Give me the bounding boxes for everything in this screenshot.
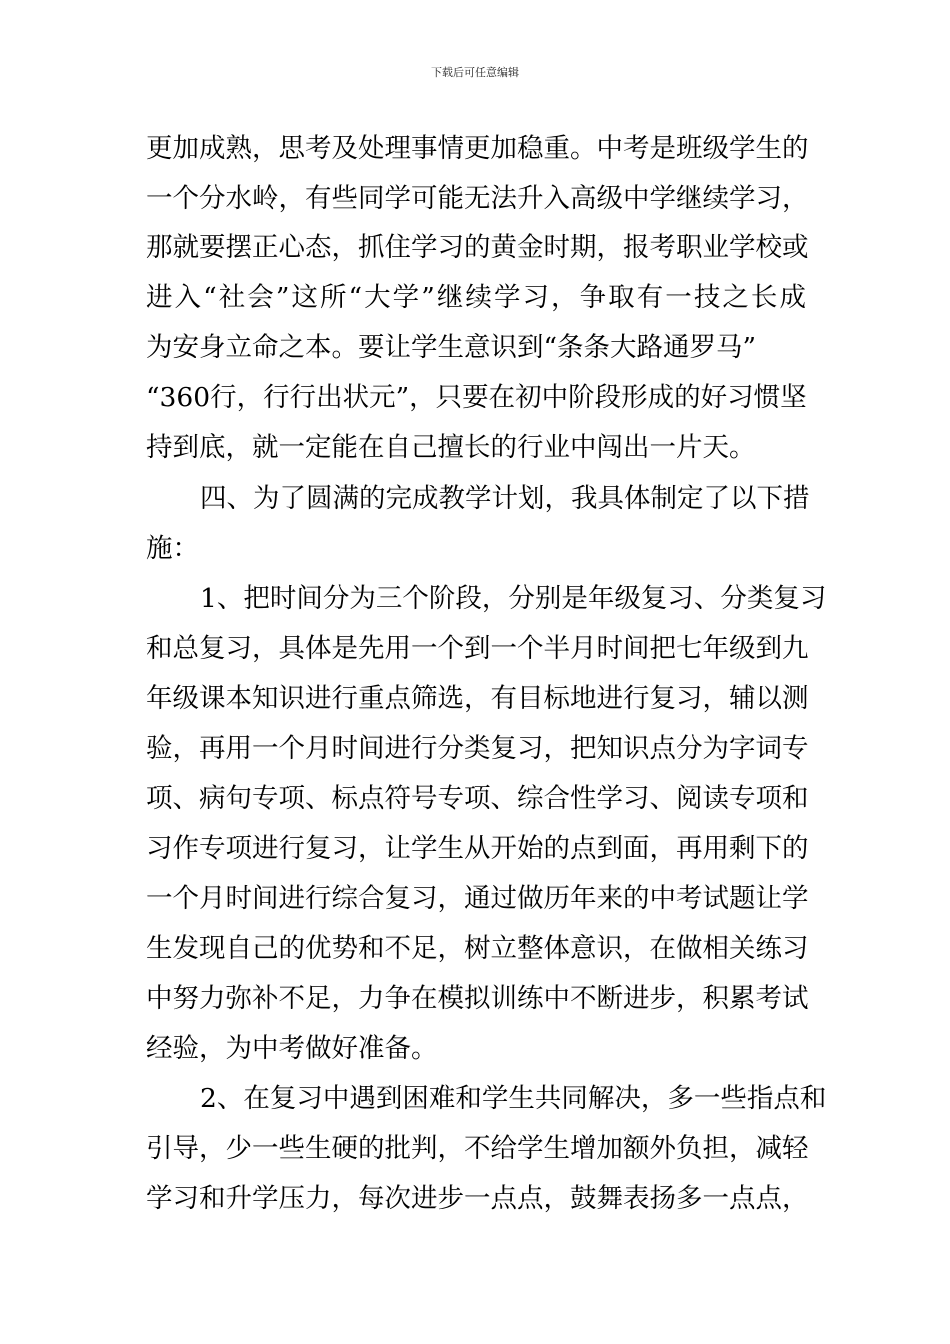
- list-item-2-first-line: 2、在复习中遇到困难和学生共同解决，多一些指点和: [200, 1083, 827, 1114]
- body-line: 更加成熟，思考及处理事情更加稳重。中考是班级学生的: [146, 133, 809, 164]
- body-line: 引导，少一些生硬的批判，不给学生增加额外负担，减轻: [146, 1133, 809, 1164]
- body-line: 那就要摆正心态，抓住学习的黄金时期，报考职业学校或: [146, 232, 809, 263]
- body-line: 持到底，就一定能在自己擅长的行业中闯出一片天。: [146, 432, 756, 463]
- body-line: 为安身立命之本。要让学生意识到“条条大路通罗马”: [146, 332, 757, 363]
- body-line: 中努力弥补不足，力争在模拟训练中不断进步，积累考试: [146, 983, 809, 1014]
- body-line: 一个月时间进行综合复习，通过做历年来的中考试题让学: [146, 883, 809, 914]
- body-line: 学习和升学压力，每次进步一点点，鼓舞表扬多一点点，: [146, 1183, 809, 1214]
- body-line: 项、病句专项、标点符号专项、综合性学习、阅读专项和: [146, 783, 809, 814]
- body-line: 施：: [146, 533, 199, 564]
- body-line: 经验，为中考做好准备。: [146, 1033, 438, 1064]
- body-line: 一个分水岭，有些同学可能无法升入高级中学继续学习，: [146, 183, 809, 214]
- body-line: 验，再用一个月时间进行分类复习，把知识点分为字词专: [146, 733, 809, 764]
- body-line: 年级课本知识进行重点筛选，有目标地进行复习，辅以测: [146, 683, 809, 714]
- body-line: 生发现自己的优势和不足，树立整体意识，在做相关练习: [146, 933, 809, 964]
- body-line: 习作专项进行复习，让学生从开始的点到面，再用剩下的: [146, 833, 809, 864]
- body-line: “360行，行行出状元”，只要在初中阶段形成的好习惯坚: [146, 382, 807, 413]
- section-heading-line: 四、为了圆满的完成教学计划，我具体制定了以下措: [200, 483, 810, 514]
- body-line: 和总复习，具体是先用一个到一个半月时间把七年级到九: [146, 633, 809, 664]
- page-header: 下载后可任意编辑: [431, 66, 519, 79]
- list-item-1-first-line: 1、把时间分为三个阶段，分别是年级复习、分类复习: [200, 583, 827, 614]
- body-line: 进入“社会”这所“大学”继续学习，争取有一技之长成: [146, 282, 806, 313]
